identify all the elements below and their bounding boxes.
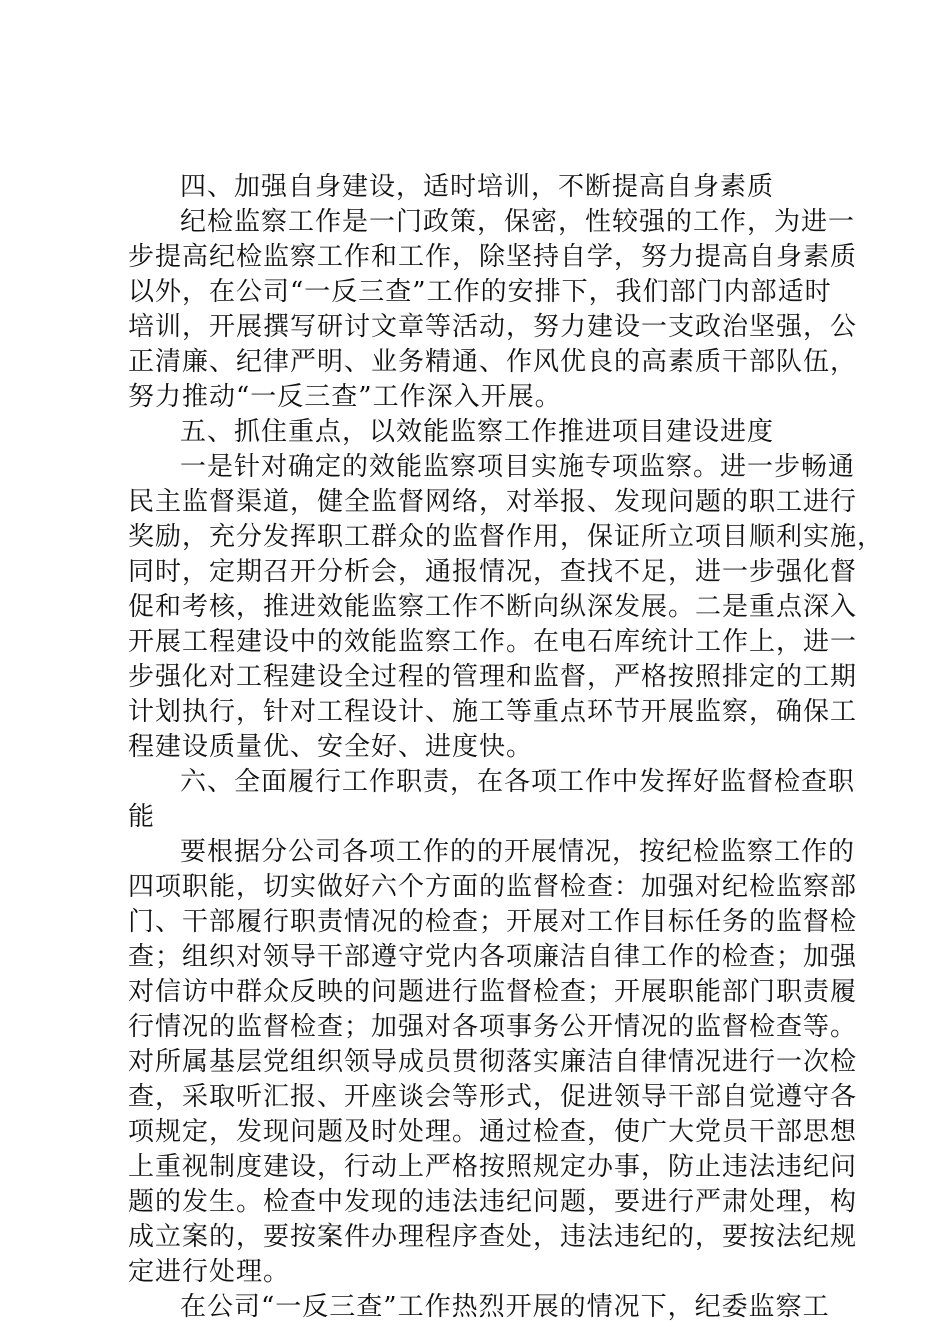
- paragraph-line: 培训，开展撰写研讨文章等活动，努力建设一支政治坚强，公: [128, 312, 858, 342]
- paragraph-line: 要根据分公司各项工作的的开展情况，按纪检监察工作的: [180, 837, 856, 867]
- paragraph-line: 成立案的，要按案件办理程序查处，违法违纪的，要按法纪规: [128, 1222, 858, 1252]
- paragraph-line: 步提高纪检监察工作和工作，除坚持自学，努力提高自身素质: [128, 242, 858, 272]
- paragraph-line: 开展工程建设中的效能监察工作。在电石库统计工作上，进一: [128, 627, 858, 657]
- paragraph-line: 对所属基层党组织领导成员贯彻落实廉洁自律情况进行一次检: [128, 1047, 858, 1077]
- paragraph-line: 四项职能，切实做好六个方面的监督检查：加强对纪检监察部: [128, 872, 858, 902]
- paragraph-line: 步强化对工程建设全过程的管理和监督，严格按照排定的工期: [128, 662, 858, 692]
- paragraph-line: 促和考核，推进效能监察工作不断向纵深发展。二是重点深入: [128, 592, 858, 622]
- paragraph-line: 项规定，发现问题及时处理。通过检查，使广大党员干部思想: [128, 1117, 858, 1147]
- paragraph-line: 上重视制度建设，行动上严格按照规定办事，防止违法违纪问: [128, 1152, 858, 1182]
- paragraph-line: 计划执行，针对工程设计、施工等重点环节开展监察，确保工: [128, 697, 858, 727]
- paragraph-line: 正清廉、纪律严明、业务精通、作风优良的高素质干部队伍，: [128, 347, 858, 377]
- paragraph-line: 以外，在公司“一反三查”工作的安排下，我们部门内部适时: [128, 277, 832, 307]
- paragraph-line: 查；组织对领导干部遵守党内各项廉洁自律工作的检查；加强: [128, 942, 858, 972]
- paragraph-line: 对信访中群众反映的问题进行监督检查；开展职能部门职责履: [128, 977, 858, 1007]
- paragraph-line: 题的发生。检查中发现的违法违纪问题，要进行严肃处理，构: [128, 1187, 858, 1217]
- section-heading-6-continued: 能: [128, 802, 156, 832]
- paragraph-line: 程建设质量优、安全好、进度快。: [128, 732, 534, 762]
- section-heading-4: 四、加强自身建设，适时培训，不断提高自身素质: [180, 172, 775, 202]
- paragraph-line: 一是针对确定的效能监察项目实施专项监察。进一步畅通: [180, 452, 856, 482]
- section-heading-6: 六、全面履行工作职责，在各项工作中发挥好监督检查职: [180, 767, 856, 797]
- paragraph-line: 奖励，充分发挥职工群众的监督作用，保证所立项目顺利实施，: [128, 522, 885, 552]
- paragraph-line: 在公司“一反三查”工作热烈开展的情况下，纪委监察工: [180, 1292, 830, 1322]
- paragraph-line: 努力推动“一反三查”工作深入开展。: [128, 382, 562, 412]
- paragraph-line: 定进行处理。: [128, 1257, 291, 1287]
- paragraph-line: 纪检监察工作是一门政策，保密，性较强的工作，为进一: [180, 207, 856, 237]
- paragraph-line: 查，采取听汇报、开座谈会等形式，促进领导干部自觉遵守各: [128, 1082, 858, 1112]
- section-heading-5: 五、抓住重点，以效能监察工作推进项目建设进度: [180, 417, 775, 447]
- paragraph-line: 门、干部履行职责情况的检查；开展对工作目标任务的监督检: [128, 907, 858, 937]
- paragraph-line: 行情况的监督检查；加强对各项事务公开情况的监督检查等。: [128, 1012, 858, 1042]
- paragraph-line: 同时，定期召开分析会，通报情况，查找不足，进一步强化督: [128, 557, 858, 587]
- paragraph-line: 民主监督渠道，健全监督网络，对举报、发现问题的职工进行: [128, 487, 858, 517]
